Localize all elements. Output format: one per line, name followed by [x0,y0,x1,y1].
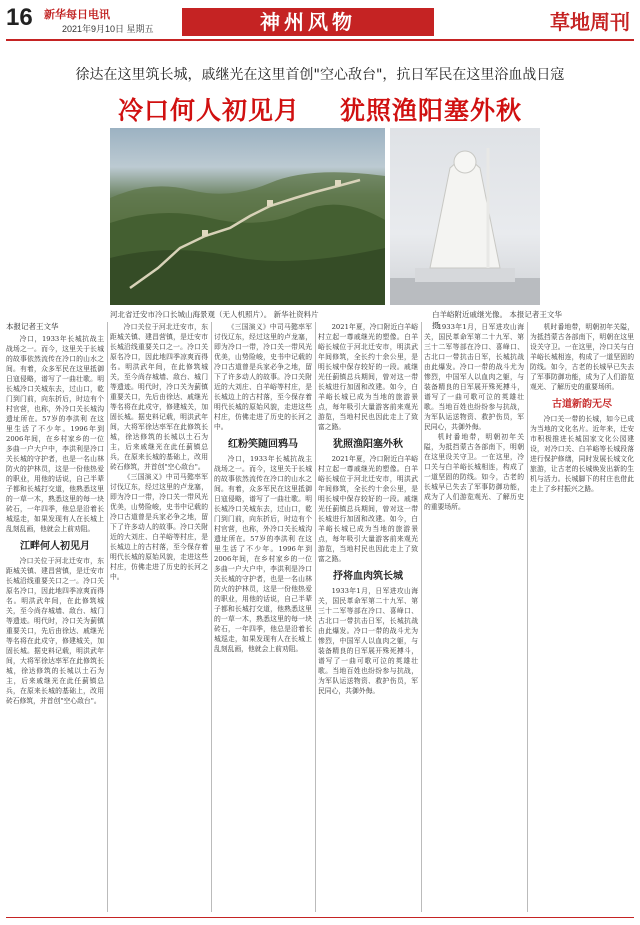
headline-part-2: 犹照渔阳塞外秋 [340,96,523,125]
article-column-3 [214,322,312,912]
subhead-3: 犹照渔阳塞外秋 [333,439,403,450]
section-title: 神州风物 [182,8,434,36]
column-3-text: 《三国演义》中司马懿率军讨伐辽东，经过这里的卢龙塞，即为冷口一带，冷口关一带风光优美，山势险峻，史书中记载的冷口古道曾是兵家必争之地，留下了许多动人的故事。冷口关附近的大刘庄、白羊峪等村庄，是长城边上的古村落，至今保存着明代长城的原始风貌，走进这些村庄，仿佛走进了历史的长河之中。 [214,323,312,431]
article-column-6 [530,322,634,912]
column-2-text-b: 《三国演义》中司马懿率军讨伐辽东，经过这里的卢龙塞，即为冷口一带，冷口关一带风光优美，山势险峻，史书中记载的冷口古道曾是兵家必争之地，留下了许多动人的故事。冷口关附近的大刘庄、白羊峪等村庄，是长城边上的古村落，至今保存着明代长城的原始风貌，走进这些村庄，仿佛走进了历史的长河之中。 [110,473,208,581]
article-column-1 [6,322,104,912]
column-5-text: 1933年1月，日军进攻山海关，国民革命军第二十九军、第三十二军等部在冷口、喜峰口、古北口一带抗击日军，长城抗战由此爆发。冷口一带的战斗尤为惨烈，中国军人以血肉之躯，与装备精良的日军展开殊死搏斗，谱写了一曲可歌可泣的英雄壮歌。当地百姓也纷纷参与抗战，为军队运送物资、救护伤员，军民同心，共御外侮。 [424,323,524,431]
footer-rule [6,917,634,918]
photo-right-caption: 白羊峪附近戚继光像。 本报记者王文华摄 [432,310,562,330]
column-4-text-c: 1933年1月，日军进攻山海关，国民革命军第二十九军、第三十二军等部在冷口、喜峰口、古北口一带抗击日军，长城抗战由此爆发。冷口一带的战斗尤为惨烈，中国军人以血肉之躯，与装备精良的日军展开殊死搏斗，谱写了一曲可歌可泣的英雄壮歌。当地百姓也纷纷参与抗战，为军队运送物资、救护伤员，军民同心，共御外侮。 [318,587,418,695]
subhead-1: 江畔何人初见月 [20,541,90,552]
subhead-4: 古道新韵无尽 [552,399,612,410]
qi-jiguang-statue-photo [390,128,540,305]
article-subtitle: 徐达在这里筑长城，戚继光在这里首创"空心敌台"，抗日军民在这里浴血战日寇 [75,67,565,83]
article-column-4 [318,322,418,912]
article-headline [0,91,640,127]
column-6-text: 机时番地带，明朝初年关隘，为抵挡蒙古各部南下，明朝在这里设关守卫。一在这里，冷口关与白羊峪长城相连，构成了一道坚固的防线。如今，古老的长城早已失去了军事防御功能，成为了人们游览观光、了解历史的重要场所。 [530,323,634,391]
column-divider [211,322,212,912]
column-divider [107,322,108,912]
article-column-5 [424,322,524,912]
column-1-text-cont: 冷口关位于河北迁安市，东距城关镇、建昌营镇，是迁安市长城沿线重要关口之一。冷口关原名冷口，因此地四季凉爽而得名。明洪武年间，在此修筑城关，至今尚存城墙、敌台、城门等遗迹。明代时，冷口关为蓟镇重要关口，先后由徐达、戚继光等名将在此戍守，修建城关，加固长城。据史料记载，明洪武年间，大将军徐达率军在此修筑长城，徐达修筑的长城以土石为主，后来戚继光在此任蓟镇总兵，在原来长城的基础上，改用砖石修筑，并首创"空心敌台"。 [6,557,104,705]
great-wall-aerial-photo [110,128,385,305]
column-5-text-b: 机时番地带，明朝初年关隘，为抵挡蒙古各部南下，明朝在这里设关守卫。一在这里，冷口关与白羊峪长城相连，构成了一道坚固的防线。如今，古老的长城早已失去了军事防御功能，成为了人们游览观光、了解历史的重要场所。 [424,433,524,511]
column-1-text: 冷口，1933年长城抗战主战场之一。而今，这里关于长城的故事依然流传在冷口的山水之间。有着，众多军民在这里抵御日寇侵略，谱写了一曲壮歌。明长城冷口关城东去，过山口，乾门到门前，向东折后，时边有个村官营，也称，外冷口关长城沟遗址所在。57岁的李洪利 在这里生活了不少年。1996年到2006年间，在乡村家乡的一位多曲一户大户中，李洪利是冷口关长城的守护者，也是一名山林防火的护林员，这是一份他热爱的职业，用他的话说，自己半辈子都和长城打交道，他熟悉这里的一草一木，熟悉这里的每一块砖石，一年四季，他总是沿着长城巡走，如果发现有人在长城上乱刻乱画，他就会上前劝阻。 [6,335,104,533]
column-4-text: 2021年夏，冷口附近白羊峪村立起一尊戚继光的塑像。白羊峪长城位于河北迁安市，明洪武年间修筑，全长约十余公里，是明长城中保存较好的一段。戚继光任蓟镇总兵期间，曾对这一带长城进行加固和改建。如今，白羊峪长城已成为当地的旅游景点，每年吸引大量游客前来观光游览，当地村民也因此走上了致富之路。 [318,323,418,431]
publication-date: 2021年9月10日 星期五 [62,24,154,34]
column-2-text: 冷口关位于河北迁安市，东距城关镇、建昌营镇，是迁安市长城沿线重要关口之一。冷口关原名冷口，因此地四季凉爽而得名。明洪武年间，在此修筑城关，至今尚存城墙、敌台、城门等遗迹。明代时，冷口关为蓟镇重要关口，先后由徐达、戚继光等名将在此戍守，修建城关，加固长城。据史料记载，明洪武年间，大将军徐达率军在此修筑长城，徐达修筑的长城以土石为主，后来戚继光在此任蓟镇总兵，在原来长城的基础上，改用砖石修筑，并首创"空心敌台"。 [110,323,208,471]
column-divider [421,322,422,912]
article-column-2 [110,322,208,912]
subhead-2: 红粉笑随回鸦马 [228,439,298,450]
photo-left-caption: 河北省迁安市冷口长城山海景观（无人机照片）。 新华社资料片 [110,310,319,319]
byline: 本报记者王文华 [6,322,59,331]
subhead-5: 抒将血肉筑长城 [333,571,403,582]
page-number: 16 [6,4,33,31]
column-divider [315,322,316,912]
headline-part-1: 冷口何人初见月 [117,96,300,125]
column-divider [527,322,528,912]
column-6-text-b: 冷口关一带的长城，如今已成为当地的文化名片。近年来，迁安市积极推进长城国家文化公园建设，对冷口关、白羊峪等长城段落进行保护修缮，同时发展长城文化旅游，让古老的长城焕发出新的生机与活力。长城脚下的村庄也借此走上了乡村振兴之路。 [530,415,634,493]
newspaper-name: 新华每日电讯 [44,9,110,21]
column-4-text-b: 2021年夏，冷口附近白羊峪村立起一尊戚继光的塑像。白羊峪长城位于河北迁安市，明洪武年间修筑，全长约十余公里，是明长城中保存较好的一段。戚继光任蓟镇总兵期间，曾对这一带长城进行加固和改建。如今，白羊峪长城已成为当地的旅游景点，每年吸引大量游客前来观光游览，当地村民也因此走上了致富之路。 [318,455,418,563]
header-rule [6,39,634,41]
column-3-text-b: 冷口，1933年长城抗战主战场之一。而今，这里关于长城的故事依然流传在冷口的山水之间。有着，众多军民在这里抵御日寇侵略，谱写了一曲壮歌。明长城冷口关城东去，过山口，乾门到门前，向东折后，时边有个村官营，也称，外冷口关长城沟遗址所在。57岁的李洪利 在这里生活了不少年。1996年到2006年间，在乡村家乡的一位多曲一户大户中，李洪利是冷口关长城的守护者，也是一名山林防火的护林员，这是一份他热爱的职业，用他的话说，自己半辈子都和长城打交道，他熟悉这里的一草一木，熟悉这里的每一块砖石，一年四季，他总是沿着长城巡走，如果发现有人在长城上乱刻乱画，他就会上前劝阻。 [214,455,312,653]
weekly-label: 草地周刊 [550,10,630,34]
